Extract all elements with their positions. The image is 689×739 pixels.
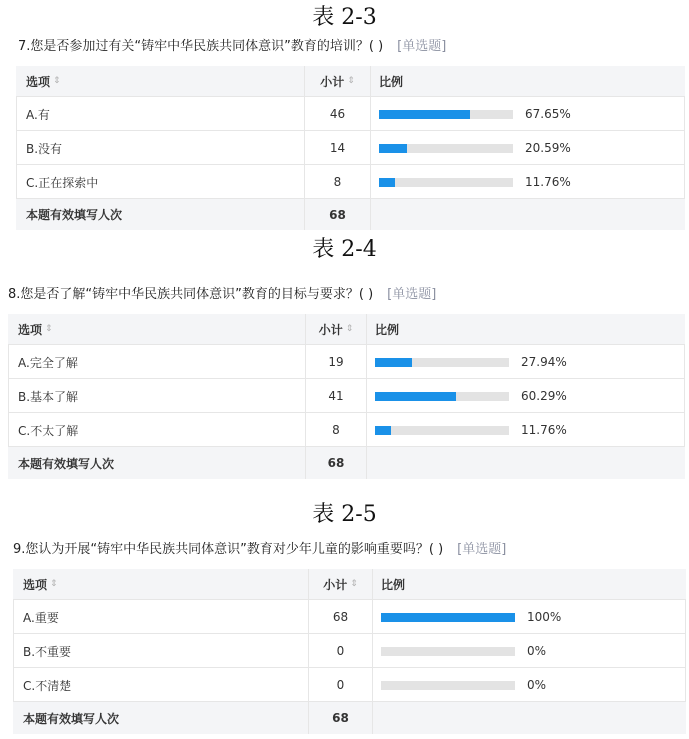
question-type-tag: [单选题]: [457, 542, 507, 557]
option-count: 0: [309, 634, 373, 668]
header-ratio-label: 比例: [379, 74, 404, 89]
sort-icon[interactable]: ⇕: [53, 76, 61, 86]
header-count[interactable]: [306, 314, 367, 344]
option-count: 68: [309, 600, 373, 634]
progress-bar: [381, 681, 515, 690]
table-row: [16, 130, 685, 165]
question-label: 7.您是否参加过有关“铸牢中华民族共同体意识”教育的培训？( ): [18, 39, 384, 54]
progress-fill: [379, 144, 407, 153]
header-ratio-label: 比例: [381, 577, 406, 592]
option-percent: 27.94%: [521, 355, 567, 369]
option-count: 41: [306, 379, 367, 413]
option-label: B.基本了解: [8, 379, 306, 413]
footer-count: 68: [309, 702, 373, 734]
option-label: C.不太了解: [8, 413, 306, 447]
table-caption: 表 2-4: [312, 237, 377, 262]
sort-icon[interactable]: ⇕: [45, 324, 53, 334]
option-percent: 0%: [527, 678, 547, 692]
header-count[interactable]: [309, 569, 373, 599]
option-percent: 67.65%: [525, 107, 571, 121]
option-label: B.没有: [16, 131, 305, 165]
table-row: [16, 164, 685, 199]
option-label: A.有: [16, 97, 305, 131]
table-row: [8, 344, 685, 379]
progress-bar: [375, 392, 509, 401]
footer-label: 本题有效填写人次: [13, 702, 309, 734]
header-option[interactable]: [13, 569, 309, 599]
option-percent: 11.76%: [525, 175, 571, 189]
option-percent: 11.76%: [521, 423, 567, 437]
table-footer-row: [8, 446, 685, 479]
option-percent: 20.59%: [525, 141, 571, 155]
progress-bar: [375, 426, 509, 435]
table-header-row: [16, 66, 685, 96]
question-label: 8.您是否了解“铸牢中华民族共同体意识”教育的目标与要求？( ): [8, 287, 374, 302]
progress-fill: [375, 358, 412, 367]
header-ratio: [371, 66, 685, 96]
option-count: 8: [306, 413, 367, 447]
progress-fill: [375, 426, 391, 435]
sort-icon[interactable]: ⇕: [347, 76, 355, 86]
progress-bar: [375, 358, 509, 367]
header-count[interactable]: [305, 66, 371, 96]
table-header-row: [13, 569, 686, 599]
table-row: [13, 599, 686, 634]
result-table: [13, 569, 686, 733]
question-type-tag: [单选题]: [397, 39, 447, 54]
footer-count: 68: [305, 199, 371, 230]
footer-label: 本题有效填写人次: [16, 199, 305, 230]
header-ratio: [367, 314, 685, 344]
progress-bar: [379, 144, 513, 153]
sort-icon[interactable]: ⇕: [50, 579, 58, 589]
option-count: 0: [309, 668, 373, 702]
progress-bar: [379, 178, 513, 187]
option-label: B.不重要: [13, 634, 309, 668]
progress-fill: [381, 613, 515, 622]
header-option[interactable]: [16, 66, 305, 96]
header-option[interactable]: [8, 314, 306, 344]
progress-bar: [381, 613, 515, 622]
option-label: C.不清楚: [13, 668, 309, 702]
question-text: [18, 38, 446, 56]
header-option-label: 选项: [18, 322, 43, 337]
sort-icon[interactable]: ⇕: [345, 324, 354, 334]
table-row: [8, 412, 685, 447]
question-type-tag: [单选题]: [387, 287, 437, 302]
question-text: [13, 541, 506, 559]
option-label: A.重要: [13, 600, 309, 634]
progress-fill: [379, 178, 395, 187]
table-caption: 表 2-3: [312, 5, 377, 30]
option-count: 14: [305, 131, 371, 165]
option-label: C.正在探索中: [16, 165, 305, 199]
table-footer-row: [16, 198, 685, 230]
table-header-row: [8, 314, 685, 344]
table-caption: 表 2-5: [312, 502, 377, 527]
option-count: 19: [306, 345, 367, 379]
option-percent: 100%: [527, 610, 562, 624]
option-count: 46: [305, 97, 371, 131]
footer-count: 68: [306, 447, 367, 479]
header-option-label: 选项: [23, 577, 48, 592]
header-ratio-label: 比例: [375, 322, 400, 337]
result-table: [16, 66, 685, 229]
table-row: [8, 378, 685, 413]
option-percent: 60.29%: [521, 389, 567, 403]
table-footer-row: [13, 701, 686, 734]
result-table: [8, 314, 685, 478]
sort-icon[interactable]: ⇕: [350, 579, 358, 589]
header-ratio: [373, 569, 686, 599]
option-count: 8: [305, 165, 371, 199]
table-row: [13, 667, 686, 702]
progress-bar: [379, 110, 513, 119]
progress-bar: [381, 647, 515, 656]
question-text: [8, 286, 436, 304]
progress-fill: [379, 110, 470, 119]
table-row: [16, 96, 685, 131]
header-count-label: 小计: [320, 74, 345, 89]
table-row: [13, 633, 686, 668]
header-count-label: 小计: [318, 322, 343, 337]
option-label: A.完全了解: [8, 345, 306, 379]
question-label: 9.您认为开展“铸牢中华民族共同体意识”教育对少年儿童的影响重要吗？( ): [13, 542, 444, 557]
option-percent: 0%: [527, 644, 547, 658]
header-option-label: 选项: [26, 74, 51, 89]
progress-fill: [375, 392, 456, 401]
header-count-label: 小计: [323, 577, 348, 592]
footer-label: 本题有效填写人次: [8, 447, 306, 479]
